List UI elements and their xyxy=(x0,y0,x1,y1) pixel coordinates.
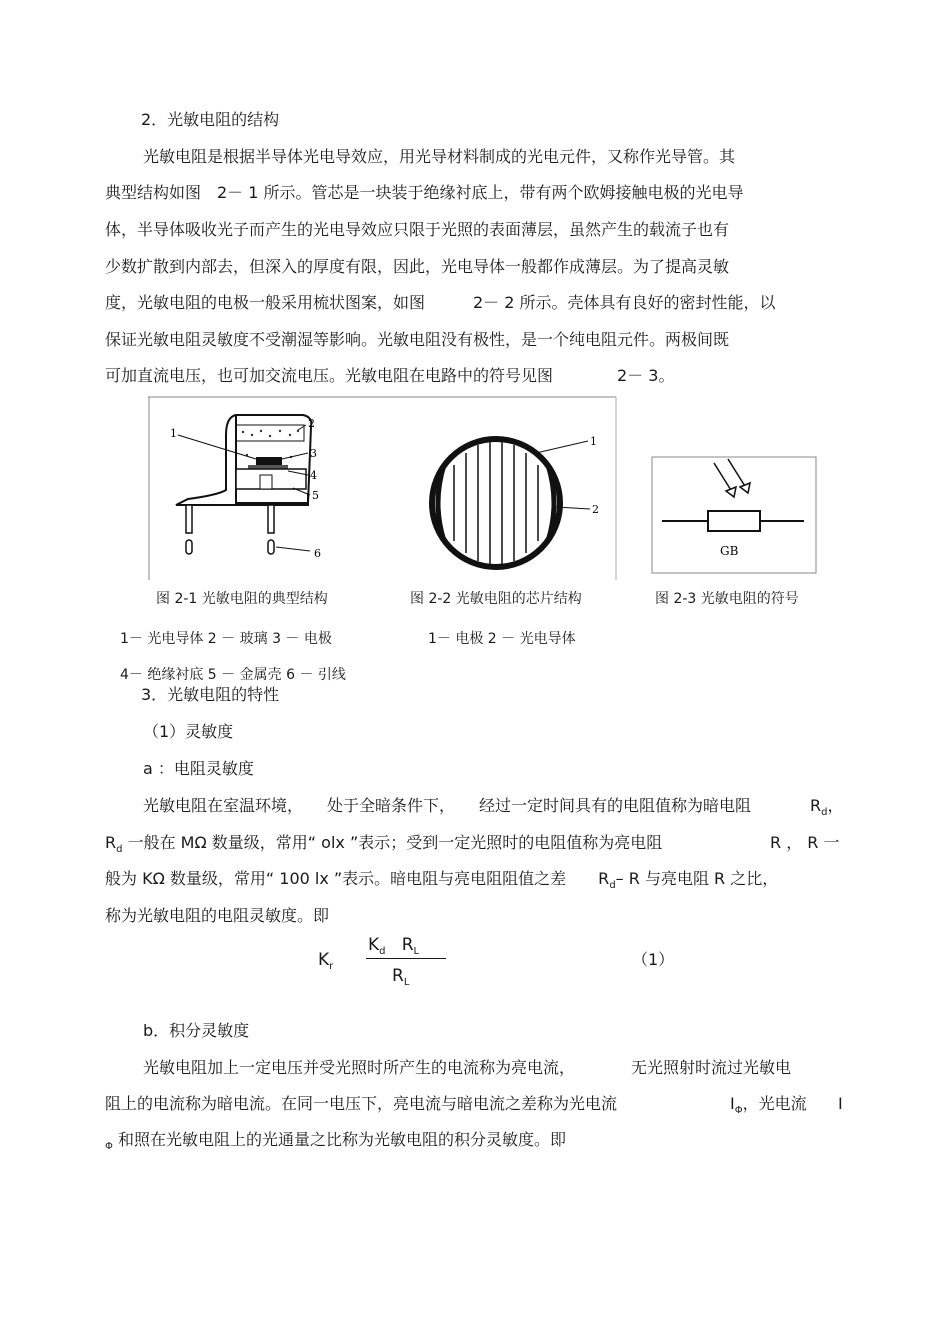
paragraph-line: $_\Phi$ 和照在光敏电阻上的光通量之比称为光敏电阻的积分灵敏度。即 xyxy=(105,1130,566,1152)
figure-2-1-legend: 1－ 光电导体 2 － 玻璃 3 － 电极 xyxy=(120,631,332,647)
figure-2-1-and-2-2-drawing xyxy=(148,395,618,585)
fig2-label: 1 xyxy=(590,435,597,448)
paragraph-line: 保证光敏电阻灵敏度不受潮湿等影响。光敏电阻没有极性，是一个纯电阻元件。两极间既 xyxy=(105,330,730,349)
figure-2-2-caption: 图 2-2 光敏电阻的芯片结构 xyxy=(410,591,582,607)
fig1-label: 5 xyxy=(312,489,319,502)
fraction-bar xyxy=(366,958,446,959)
figure-2-1-legend: 4－ 绝缘衬底 5 － 金属壳 6 － 引线 xyxy=(120,667,346,683)
subsection-sensitivity: （1）灵敏度 xyxy=(143,722,234,741)
photocurrent-symbol: I xyxy=(838,1094,843,1113)
fig1-label: 6 xyxy=(314,547,321,560)
subsection-b: b．积分灵敏度 xyxy=(143,1021,250,1040)
fig1-label: 4 xyxy=(310,469,317,482)
paragraph-line: $R_d$ 一般在 MΩ 数量级，常用“ olx ”表示；受到一定光照时的电阻值称为亮电阻 xyxy=(105,833,663,855)
paragraph-line: 阻上的电流称为暗电流。在同一电压下，亮电流与暗电流之差称为光电流 xyxy=(105,1094,618,1113)
formula-numerator: $K_d$ $R_L$ xyxy=(368,935,420,957)
photoresistor-chip-drawing xyxy=(432,435,599,567)
fig1-label: 2 xyxy=(308,417,315,430)
figure-2-3-caption: 图 2-3 光敏电阻的符号 xyxy=(655,591,799,607)
paragraph-line: 光敏电阻在室温环境， 处于全暗条件下， 经过一定时间具有的电阻值称为暗电阻 xyxy=(143,796,752,815)
section-2-title: 2．光敏电阻的结构 xyxy=(141,110,280,129)
figure-2-1-caption: 图 2-1 光敏电阻的典型结构 xyxy=(156,591,328,607)
paragraph-line: 少数扩散到内部去，但深入的厚度有限，因此，光电导体一般都作成薄层。为了提高灵敏 xyxy=(105,257,730,276)
paragraph-line: 光敏电阻加上一定电压并受光照时所产生的电流称为亮电流， 无光照射时流过光敏电 xyxy=(143,1058,792,1077)
paragraph-line-end: R ， R 一 xyxy=(770,833,840,852)
figure-2-2-legend: 1－ 电极 2 － 光电导体 xyxy=(428,631,576,647)
paragraph-line: 可加直流电压，也可加交流电压。光敏电阻在电路中的符号见图 2－ 3。 xyxy=(105,366,675,385)
photocurrent-symbol: $I_\Phi$，光电流 xyxy=(730,1094,807,1116)
photoresistor-structure-drawing xyxy=(170,415,321,560)
fig1-label: 1 xyxy=(170,427,177,440)
paragraph-line: 典型结构如图 2－ 1 所示。管芯是一块装于绝缘衬底上，带有两个欧姆接触电极的光电导 xyxy=(105,183,744,202)
paragraph-line: 光敏电阻是根据半导体光电导效应，用光导材料制成的光电元件，又称作光导管。其 xyxy=(143,147,736,166)
fig1-label: 3 xyxy=(310,447,317,460)
photoresistor-symbol-drawing xyxy=(650,455,820,577)
symbol-label: GB xyxy=(720,544,739,558)
formula-denominator: $R_L$ xyxy=(392,966,410,988)
fig2-label: 2 xyxy=(592,503,599,516)
section-3-title: 3．光敏电阻的特性 xyxy=(141,685,280,704)
paragraph-line: 称为光敏电阻的电阻灵敏度。即 xyxy=(105,906,330,925)
formula-lhs: $K_r$ xyxy=(318,950,334,972)
paragraph-line: 般为 KΩ 数量级，常用“ 100 lx ”表示。暗电阻与亮电阻阻值之差 $R_d-$ R 与亮电阻 R 之比， xyxy=(105,869,779,891)
paragraph-line: 度，光敏电阻的电极一般采用梳状图案，如图 2－ 2 所示。壳体具有良好的密封性能，以 xyxy=(105,293,776,312)
equation-number: （1） xyxy=(632,950,675,969)
subsection-a: a ：电阻灵敏度 xyxy=(143,759,254,778)
symbol-rd: $R_d$， xyxy=(810,796,844,818)
paragraph-line: 体，半导体吸收光子而产生的光电导效应只限于光照的表面薄层，虽然产生的载流子也有 xyxy=(105,220,730,239)
